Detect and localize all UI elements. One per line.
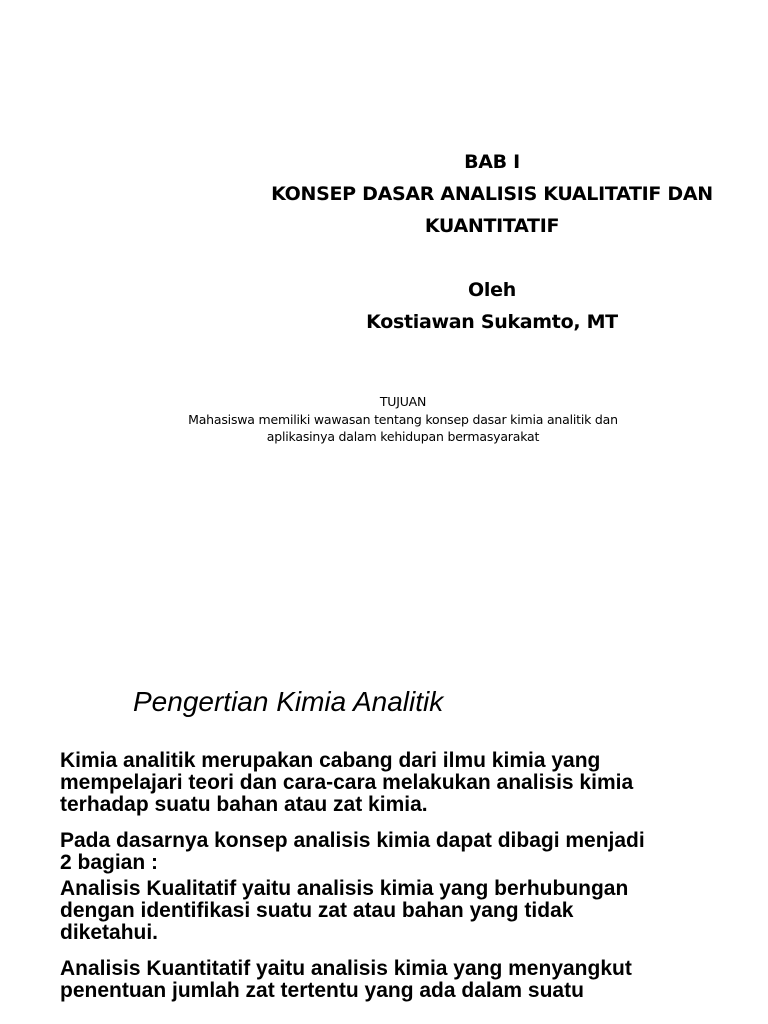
paragraph-gap xyxy=(60,944,750,958)
author-name: Kostiawan Sukamto, MT xyxy=(366,311,618,333)
paragraph-1-line-3: terhadap suatu bahan atau zat kimia. xyxy=(60,793,428,816)
paragraph-2-line-1: Pada dasarnya konsep analisis kimia dapat dibagi menjadi xyxy=(60,829,645,852)
title-spacer xyxy=(236,242,748,274)
cover-title-block xyxy=(236,146,748,338)
section-body xyxy=(60,750,750,1002)
paragraph-1-line-1: Kimia analitik merupakan cabang dari ilmu kimia yang xyxy=(60,749,601,772)
content-slide xyxy=(0,560,768,1024)
paragraph-3-line-2: dengan identifikasi suatu zat atau bahan yang tidak xyxy=(60,899,574,922)
paragraph-3-line-1: Analisis Kualitatif yaitu analisis kimia yang berhubungan xyxy=(60,877,629,900)
chapter-title-line-2: KUANTITATIF xyxy=(424,215,560,237)
objective-heading: TUJUAN xyxy=(379,394,427,409)
chapter-label: BAB I xyxy=(464,151,520,173)
paragraph-1-line-2: mempelajari teori dan cara-cara melakukan analisis kimia xyxy=(60,771,634,794)
paragraph-4-line-2: penentuan jumlah zat tertentu yang ada dalam suatu xyxy=(60,979,584,1002)
paragraph-4-line-1: Analisis Kuantitatif yaitu analisis kimia yang menyangkut xyxy=(60,957,632,980)
paragraph-gap xyxy=(60,816,750,830)
by-label: Oleh xyxy=(468,279,516,301)
paragraph-2-line-2: 2 bagian : xyxy=(60,851,159,874)
objective-block xyxy=(120,393,686,445)
chapter-title-line-1: KONSEP DASAR ANALISIS KUALITATIF DAN xyxy=(271,183,713,205)
objective-line-1: Mahasiswa memiliki wawasan tentang konsep dasar kimia analitik dan xyxy=(188,412,618,427)
paragraph-3-line-3: diketahui. xyxy=(60,921,159,944)
objective-line-2: aplikasinya dalam kehidupan bermasyarakat xyxy=(266,429,540,444)
section-heading: Pengertian Kimia Analitik xyxy=(133,686,444,717)
